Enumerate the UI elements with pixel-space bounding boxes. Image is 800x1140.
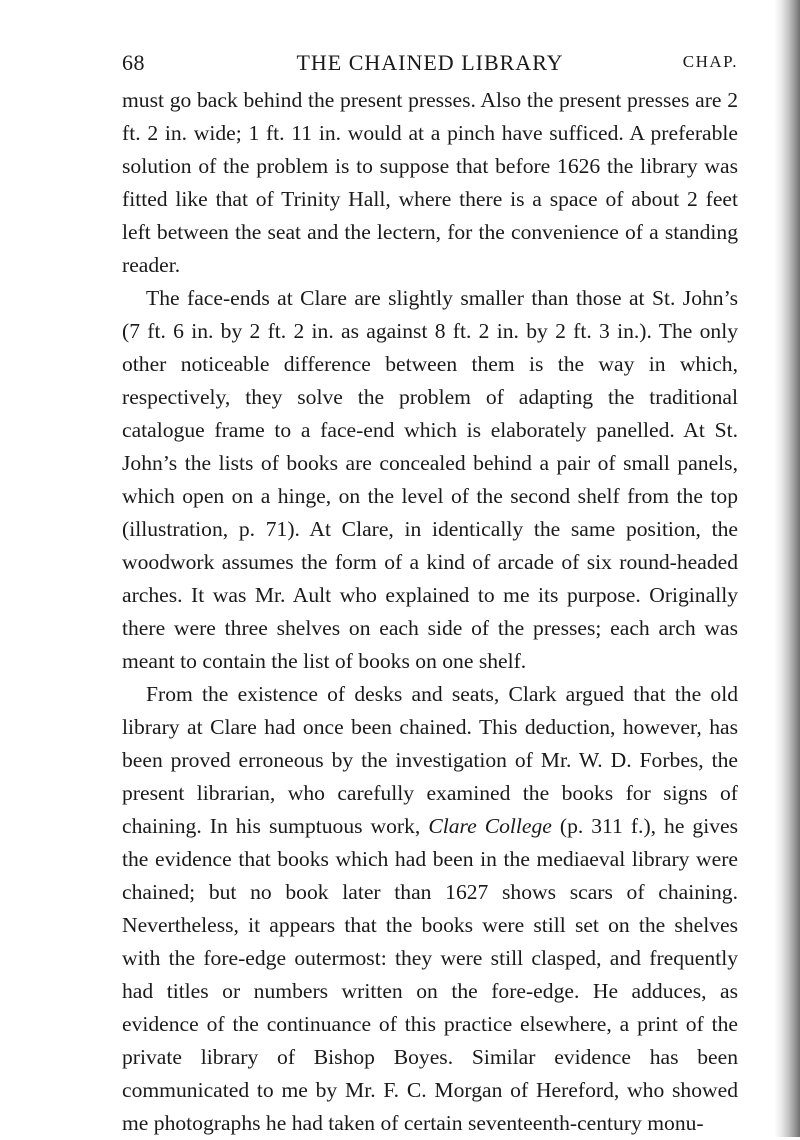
paragraph-3-part-2: (p. 311 f.), he gives the evidence that books which had been in the mediaeval library were chained; but no book later than 1627 shows scars of chaining. Nevertheless, it appears that the books were still set on the shelves with the fore-edge outermost: they were still clasped, and frequently had titles or numbers written on the fore-edge. He adduces, as evidence of the continuance of this practice elsewhere, a print of the private library of Bishop Boyes. Similar evidence has been communicated to me by Mr. F. C. Morgan of Hereford, who showed me photographs he had taken of certain seventeenth-century monu-	[122, 814, 738, 1135]
paragraph-2: The face-ends at Clare are slightly smaller than those at St. John’s (7 ft. 6 in. by 2 ft. 2 in. as against 8 ft. 2 in. by 2 ft. 3 in.). The only other noticeable difference between them is the way in which, respectively, they solve the problem of adapting the traditional catalogue frame to a face-end which is elaborately panelled. At St. John’s the lists of books are concealed behind a pair of small panels, which open on a hinge, on the level of the second shelf from the top (illustration, p. 71). At Clare, in identically the same position, the woodwork assumes the form of a kind of arcade of six round-headed arches. It was Mr. Ault who explained to me its purpose. Originally there were three shelves on each side of the presses; each arch was meant to contain the list of books on one shelf.	[122, 286, 738, 673]
book-title-clare-college: Clare College	[428, 814, 552, 838]
paragraph-1: must go back behind the present presses. Also the present presses are 2 ft. 2 in. wide; 1 ft. 11 in. would at a pinch have sufficed. A preferable solution of the problem is to suppose that before 1626 the library was fitted like that of Trinity Hall, where there is a space of about 2 feet left between the seat and the lectern, for the convenience of a standing reader.	[122, 88, 738, 277]
running-title: THE CHAINED LIBRARY	[296, 50, 564, 75]
paragraph-3-part-1: From the existence of desks and seats, Clark argued that the old library at Clare had once been chained. This deduction, however, has been proved erroneous by the investigation of Mr. W. D. Forbes, the present librarian, who carefully examined the books for signs of chaining. In his sumptuous work,	[122, 682, 738, 838]
page-edge-shadow	[774, 0, 800, 1137]
body-text	[122, 84, 738, 1140]
page-number: 68	[122, 50, 145, 75]
chapter-label: CHAP.	[682, 52, 738, 71]
paragraph-3	[122, 678, 738, 1140]
running-header	[122, 50, 738, 84]
